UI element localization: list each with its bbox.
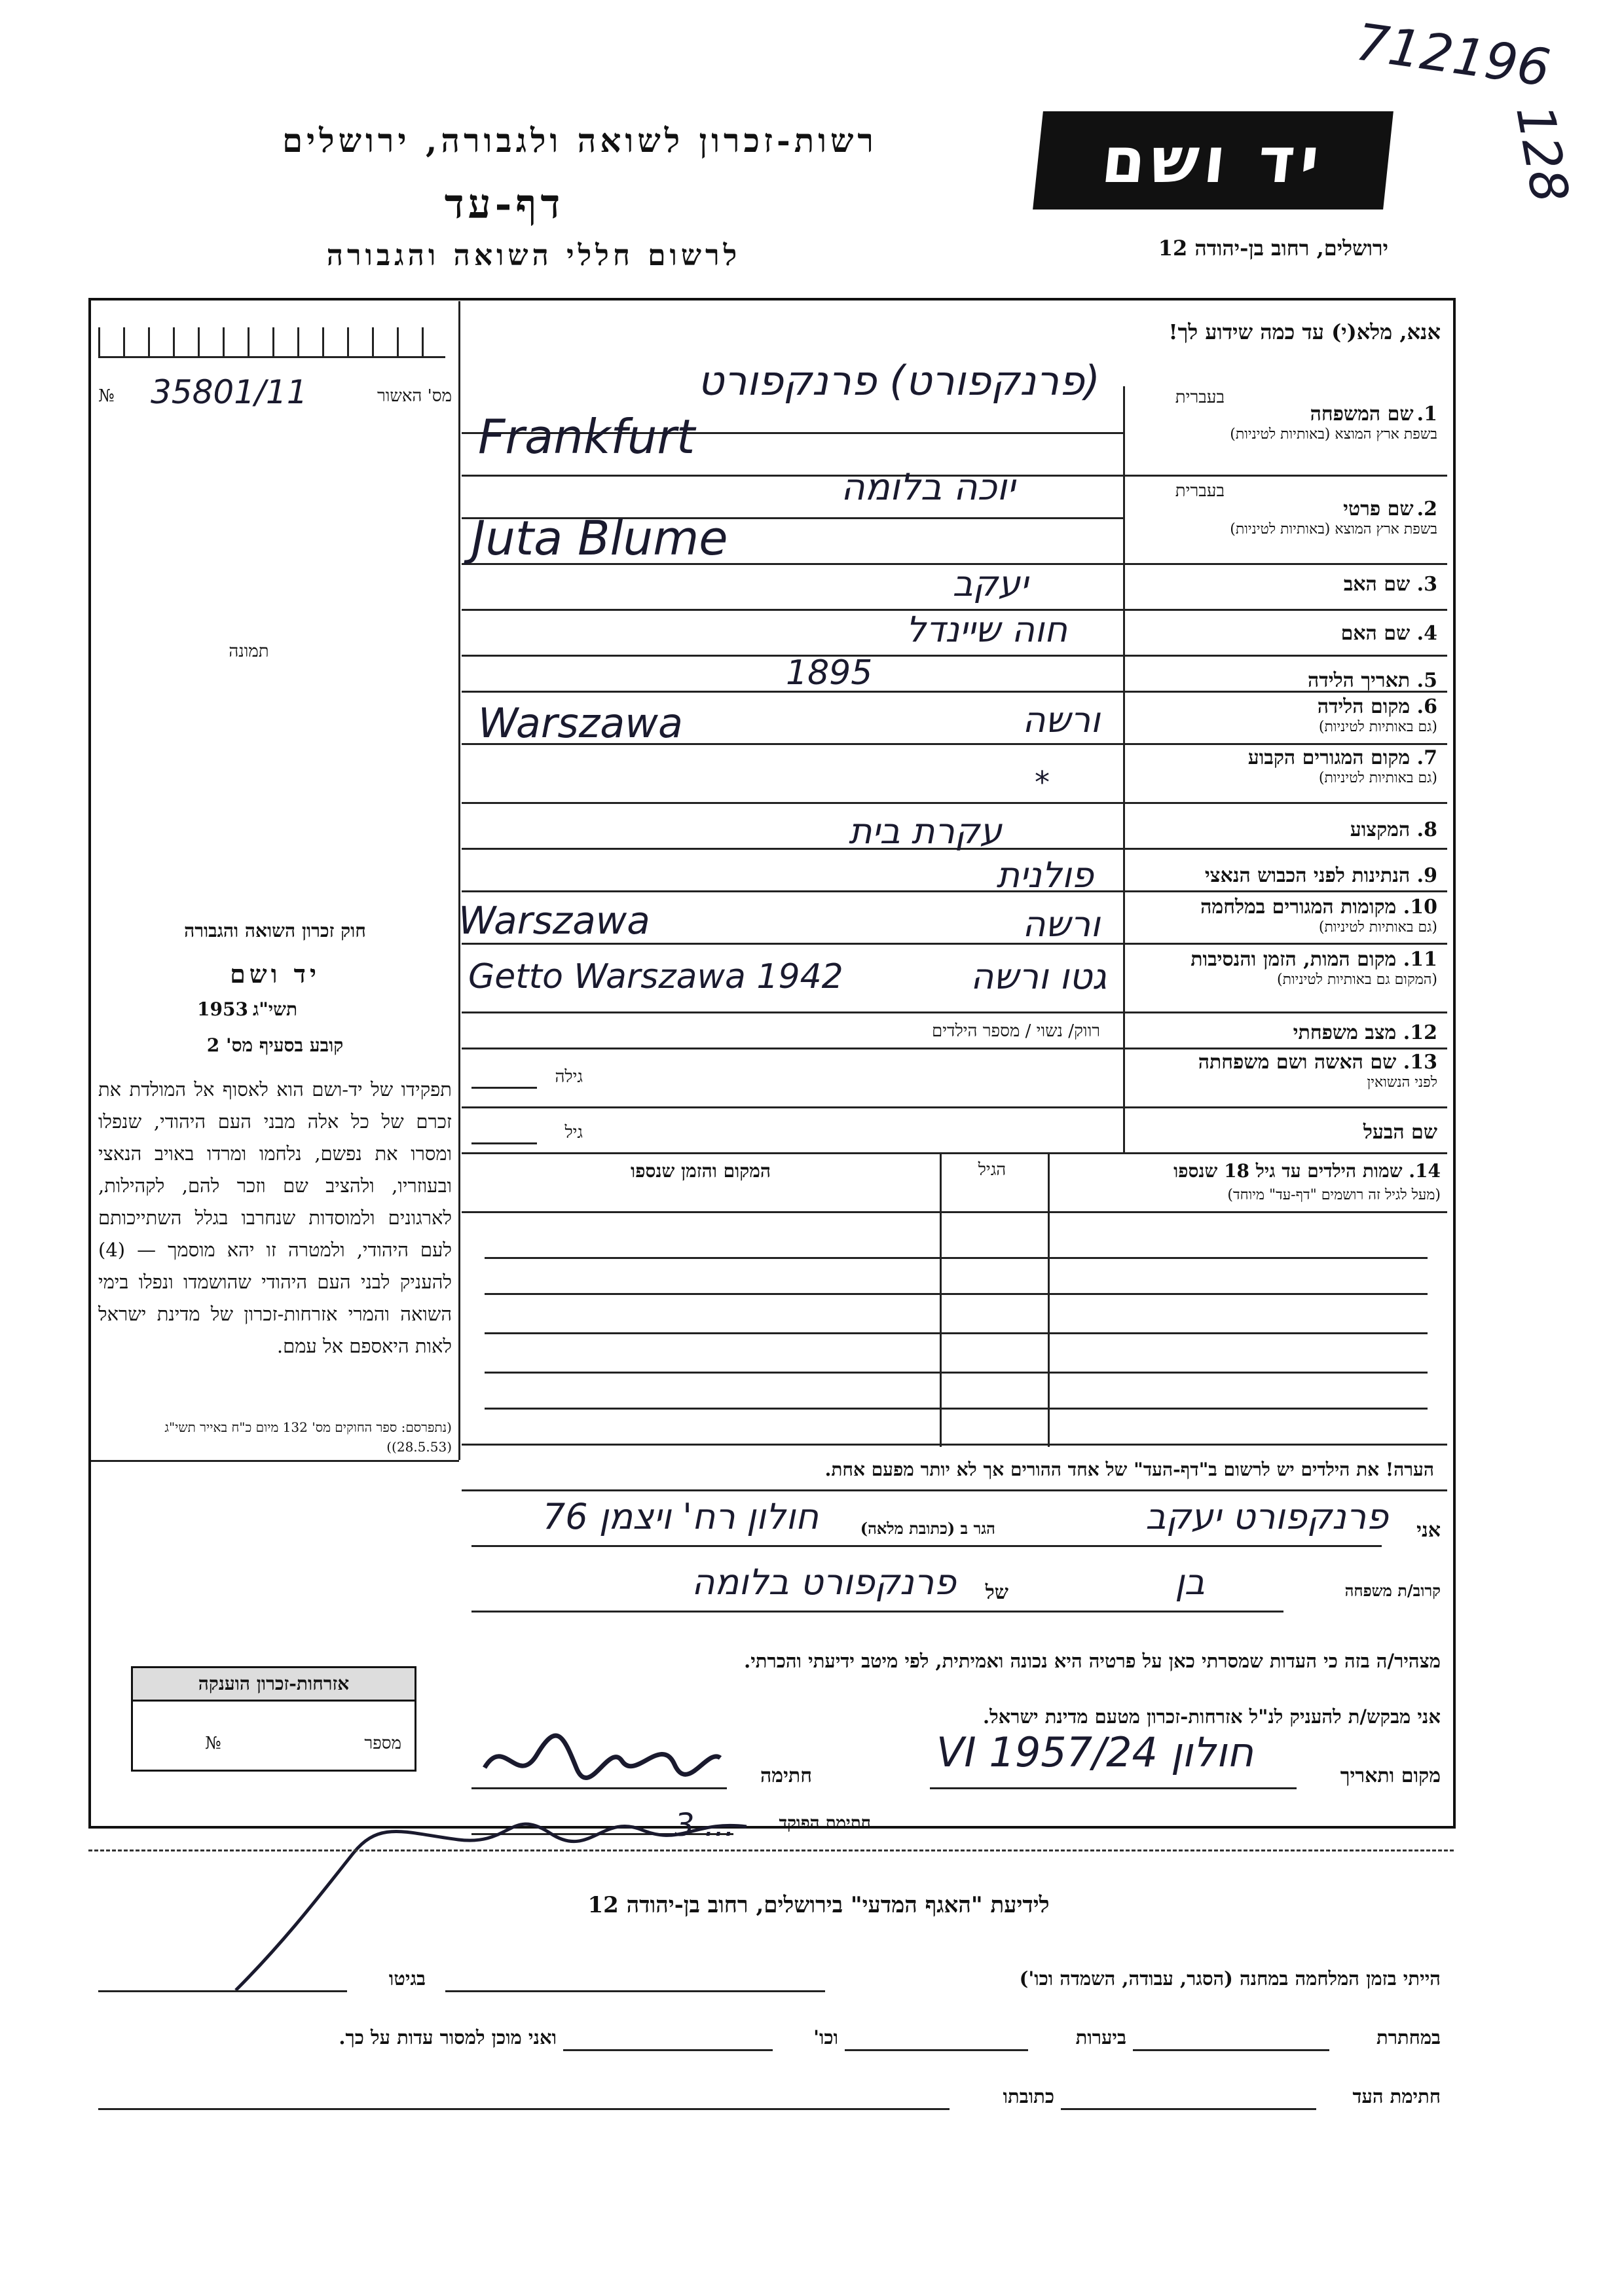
rule-5 bbox=[462, 691, 1447, 693]
info-line2-a: במחתרת bbox=[1376, 2026, 1441, 2049]
children-row-5 bbox=[485, 1408, 1428, 1410]
org-line: רשות-זכרון לשואה ולגבורה, ירושלים bbox=[282, 121, 877, 160]
field-8-num: 8. bbox=[1416, 818, 1437, 841]
decl-address-label: הגר ב (כתובת מלאה) bbox=[860, 1519, 995, 1538]
field-3-value: יעקב bbox=[952, 563, 1028, 604]
decl-signature-label: חתימה bbox=[760, 1764, 812, 1787]
decl-rule-2 bbox=[471, 1611, 1283, 1613]
photo-label: תמונה bbox=[229, 642, 269, 661]
field-9-label bbox=[1126, 864, 1437, 887]
decl-address: חולון רח' ויצמן 76 bbox=[542, 1496, 819, 1537]
field-husband-rule bbox=[471, 1142, 537, 1144]
field-9-num: 9. bbox=[1416, 864, 1437, 887]
info-rule-1a bbox=[445, 1990, 825, 1992]
law-footnote: (נתפרסם: ספר החוקים מס' 132 מיום כ"ח באייר תשי"ג (28.5.53)) bbox=[164, 1419, 452, 1455]
field-1-value-latin: Frankfurt bbox=[478, 409, 695, 464]
header-address: ירושלים, רחוב בן-יהודה 12 bbox=[1158, 236, 1388, 261]
field-4-value: חוה שיינדל bbox=[906, 609, 1067, 650]
children-col-age: הגיל bbox=[978, 1160, 1006, 1180]
approval-prefix: № bbox=[98, 386, 115, 406]
field-10-sub: (גם באותיות לטיניות) bbox=[1318, 919, 1437, 936]
rule-11 bbox=[462, 1011, 1447, 1013]
side-number: 128 bbox=[1504, 100, 1579, 208]
decl-request: אני מבקש/ת להעניק לנ"ל אזרחות-זכרון מטעם מדינת ישראל. bbox=[982, 1705, 1441, 1728]
field-8-value: עקרת בית bbox=[848, 811, 1002, 852]
info-rule-2a bbox=[1133, 2049, 1329, 2051]
law-year-heb: תשי"ג bbox=[252, 998, 298, 1020]
field-13-value: גילה bbox=[555, 1067, 583, 1087]
field-12-value: רווק/ נשוי / מספר הילדים bbox=[932, 1021, 1100, 1041]
field-5-name: תאריך הלידה bbox=[1308, 669, 1411, 692]
applicant-signature bbox=[478, 1722, 727, 1794]
field-7-value: * bbox=[1035, 765, 1050, 800]
approval-label: מס' האשור bbox=[377, 386, 452, 406]
field-6-sub: (גם באותיות לטיניות) bbox=[1318, 719, 1437, 735]
info-line3-b: כתובתו bbox=[1003, 2085, 1054, 2107]
archive-number: 712196 bbox=[1352, 12, 1554, 99]
children-label: 14. שמות הילדים עד גיל 18 שנספו bbox=[1173, 1160, 1441, 1182]
rule-4 bbox=[462, 655, 1447, 657]
law-clause: קובע בסעיף מס' 2 bbox=[206, 1034, 344, 1056]
rule-12 bbox=[462, 1048, 1447, 1049]
memorial-box-title: אזרחות-זכרון הוענקה bbox=[133, 1668, 415, 1702]
field-6-value: ורשה bbox=[1022, 699, 1100, 740]
law-year: 1953 bbox=[197, 998, 248, 1020]
children-header-rule bbox=[462, 1211, 1447, 1213]
field-10-name: מקומות המגורים במלחמה bbox=[1200, 896, 1397, 919]
field-10-value: ורשה bbox=[1022, 903, 1100, 945]
field-2-num: 2. bbox=[1416, 498, 1437, 520]
info-top-dash bbox=[88, 1850, 1454, 1851]
rule-7 bbox=[462, 802, 1447, 804]
rule-14 bbox=[462, 1152, 1447, 1154]
field-11-name: מקום המות, הזמן והנסיבות bbox=[1190, 948, 1397, 971]
children-row-4 bbox=[485, 1372, 1428, 1374]
field-2-name: שם פרטי bbox=[1343, 498, 1414, 520]
field-6-num: 6. bbox=[1416, 695, 1437, 718]
info-line3-a: חתימת העד bbox=[1352, 2085, 1441, 2107]
field-3-num: 3. bbox=[1416, 573, 1437, 596]
field-3-name: שם האב bbox=[1343, 573, 1411, 596]
field-1-name: שם המשפחה bbox=[1310, 403, 1414, 426]
approval-ticks bbox=[98, 327, 445, 358]
field-6-name: מקום הלידה bbox=[1317, 695, 1411, 718]
decl-place-date-label: מקום ותאריך bbox=[1340, 1764, 1441, 1787]
law-name: יד ושם bbox=[230, 959, 320, 989]
decl-clerk-label: חתימת הפוקד bbox=[779, 1813, 871, 1833]
field-6-label bbox=[1126, 695, 1437, 735]
decl-relation: בן bbox=[1175, 1561, 1205, 1603]
field-1-label bbox=[1126, 403, 1437, 443]
form-title: דף-עד bbox=[444, 180, 564, 228]
memorial-box-number-label: מספר bbox=[364, 1734, 401, 1753]
field-11-value: גטו ורשה bbox=[970, 956, 1107, 997]
field-12-name: מצב משפחתי bbox=[1293, 1021, 1397, 1044]
field-1-num: 1. bbox=[1416, 403, 1437, 426]
field-7-name: מקום המגורים הקבוע bbox=[1247, 746, 1411, 769]
children-row-2 bbox=[485, 1293, 1428, 1295]
info-line1-b: בגיטו bbox=[388, 1967, 426, 1990]
field-6-value-latin: Warszawa bbox=[478, 699, 683, 747]
field-7-label bbox=[1126, 746, 1437, 786]
info-rule-2c bbox=[563, 2049, 773, 2051]
field-8-name: המקצוע bbox=[1350, 818, 1411, 841]
info-line1-a: הייתי בזמן המלחמה במחנה (הסגר, עבודה, השמדה וכו') bbox=[1019, 1967, 1441, 1990]
field-2-sub: בשפת ארץ המוצא (באותיות לטיניות) bbox=[1230, 521, 1437, 538]
field-5-label bbox=[1126, 669, 1437, 692]
approval-number: 35801/11 bbox=[151, 373, 308, 411]
field-3-label bbox=[1126, 573, 1437, 596]
info-rule-3a bbox=[1061, 2108, 1316, 2110]
left-column-bottom bbox=[91, 1460, 459, 1462]
field-2-label bbox=[1126, 498, 1437, 538]
children-row-3 bbox=[485, 1332, 1428, 1334]
field-4-num: 4. bbox=[1416, 622, 1437, 645]
field-11-label bbox=[1126, 948, 1437, 988]
field-11-sub: (המקום גם באותיות לטיניות) bbox=[1277, 972, 1437, 988]
children-bottom-rule bbox=[462, 1444, 1447, 1446]
info-title: לידיעת "האגף המדעי" בירושלים, רחוב בן-יהודה 12 bbox=[587, 1892, 1050, 1918]
field-10-num: 10. bbox=[1403, 896, 1437, 919]
law-body: תפקידו של יד-ושם הוא לאסוף אל המולדת את זכרם של כל אלה מבני העם היהודי, שנפלו ומסרו את נפשם, נלחמו ומרדו באויב הנאצי ובעוזריו, ולהציב שם וזכר להם, לקהילות, לארגונים ולמוסדות שנחרבו בגלל השתייכותם לעם היהודי, ולמטרה זו יהא מוסמך — (4) להעניק לבני העם היהודי שהושמדו ונפלו בימי השואה והמרי אזרחות-זכרון של מדינת ישראל לאות היאספם אל עמם. bbox=[98, 1078, 452, 1357]
field-4-name: שם האם bbox=[1340, 622, 1411, 645]
children-note: הערה! את הילדים יש לרשום ב"דף-העד" של אחד ההורים אך לא יותר מפעם אחת. bbox=[824, 1459, 1434, 1480]
field-13-rule bbox=[471, 1087, 537, 1089]
left-column-divider bbox=[458, 301, 460, 1460]
field-7-sub: (גם באותיות לטיניות) bbox=[1318, 770, 1437, 786]
decl-place-date-rule bbox=[930, 1787, 1297, 1789]
field-13-name: שם האשה ושם משפחתה bbox=[1198, 1051, 1397, 1074]
field-5-num: 5. bbox=[1416, 669, 1437, 692]
decl-clerk-sign: 3 ... bbox=[674, 1807, 735, 1844]
decl-of-name: פרנקפורט בלומה bbox=[692, 1561, 956, 1603]
decl-of: של bbox=[985, 1581, 1008, 1604]
field-13-label bbox=[1126, 1051, 1437, 1091]
field-1-lang: בעברית bbox=[1175, 388, 1225, 407]
field-husband-label: שם הבעל bbox=[1363, 1121, 1437, 1144]
field-2-lang: בעברית bbox=[1175, 481, 1225, 501]
intro-text: אנא, מלא(י) עד כמה שידוע לך! bbox=[1168, 319, 1441, 344]
field-5-value: 1895 bbox=[786, 653, 873, 693]
field-4-label bbox=[1126, 622, 1437, 645]
field-10-value-latin: Warszawa bbox=[458, 898, 650, 943]
decl-name: פרנקפורט יעקב bbox=[1145, 1496, 1388, 1537]
field-1-value: (פרנקפורט) פרנקפורט bbox=[697, 357, 1100, 405]
field-7-num: 7. bbox=[1416, 746, 1437, 769]
field-10-label bbox=[1126, 896, 1437, 936]
info-rule-2b bbox=[845, 2049, 1028, 2051]
info-line2-c: וכו' bbox=[813, 2026, 838, 2049]
field-13-sub: לפני הנשואין bbox=[1367, 1074, 1437, 1091]
decl-statement: מצהיר/ה בזה כי העדות שמסרתי כאן על פרטיה היא נכונה ואמיתית, לפי מיטב ידיעתי והכרתי. bbox=[744, 1650, 1441, 1672]
field-2-value-latin: Juta Blume bbox=[471, 511, 728, 566]
field-9-name: הנתינות לפני הכבוש הנאצי bbox=[1204, 864, 1411, 887]
field-12-label bbox=[1126, 1021, 1437, 1044]
children-sub: (מעל לגיל זה רושמים "דף-עד" מיוחד) bbox=[1227, 1187, 1441, 1203]
form-subtitle: לרשום חללי השואה והגבורה bbox=[326, 239, 741, 272]
law-title: חוק זכרון השואה והגבורה bbox=[184, 920, 366, 941]
note-rule bbox=[462, 1489, 1447, 1491]
field-12-num: 12. bbox=[1403, 1021, 1437, 1044]
info-rule-1b bbox=[98, 1990, 347, 1992]
field-husband-value: גיל bbox=[564, 1123, 583, 1142]
children-col-divider-2 bbox=[1048, 1152, 1050, 1447]
info-rule-3b bbox=[98, 2108, 950, 2110]
yad-vashem-logo bbox=[1033, 111, 1393, 210]
label-column-divider bbox=[1123, 386, 1125, 1152]
info-line2-b: ביערות bbox=[1075, 2026, 1126, 2049]
info-line2-d: ואני מוכן למסור עדות על כך. bbox=[339, 2026, 557, 2049]
decl-place-date: חולון 24/VI 1957 bbox=[936, 1728, 1254, 1776]
decl-ani: אני bbox=[1416, 1519, 1441, 1542]
children-col-place: המקום והזמן שנספו bbox=[631, 1160, 771, 1182]
children-col-divider-1 bbox=[940, 1152, 942, 1447]
decl-relation-label: קרוב/ת משפחה bbox=[1344, 1581, 1441, 1600]
memorial-box bbox=[131, 1666, 416, 1772]
field-11-value-latin: Getto Warszawa 1942 bbox=[468, 957, 843, 996]
field-13-num: 13. bbox=[1403, 1051, 1437, 1074]
decl-rule-1 bbox=[471, 1545, 1382, 1547]
logo-text: יד ושם bbox=[1098, 124, 1328, 197]
field-11-num: 11. bbox=[1403, 948, 1437, 971]
rule-13 bbox=[462, 1106, 1447, 1108]
field-2-value: יוכה בלומה bbox=[841, 466, 1015, 509]
field-1-sub: בשפת ארץ המוצא (באותיות לטיניות) bbox=[1230, 426, 1437, 443]
memorial-box-prefix: № bbox=[205, 1734, 221, 1753]
children-row-1 bbox=[485, 1257, 1428, 1259]
field-9-value: פולנית bbox=[996, 854, 1094, 896]
field-8-label bbox=[1126, 818, 1437, 841]
